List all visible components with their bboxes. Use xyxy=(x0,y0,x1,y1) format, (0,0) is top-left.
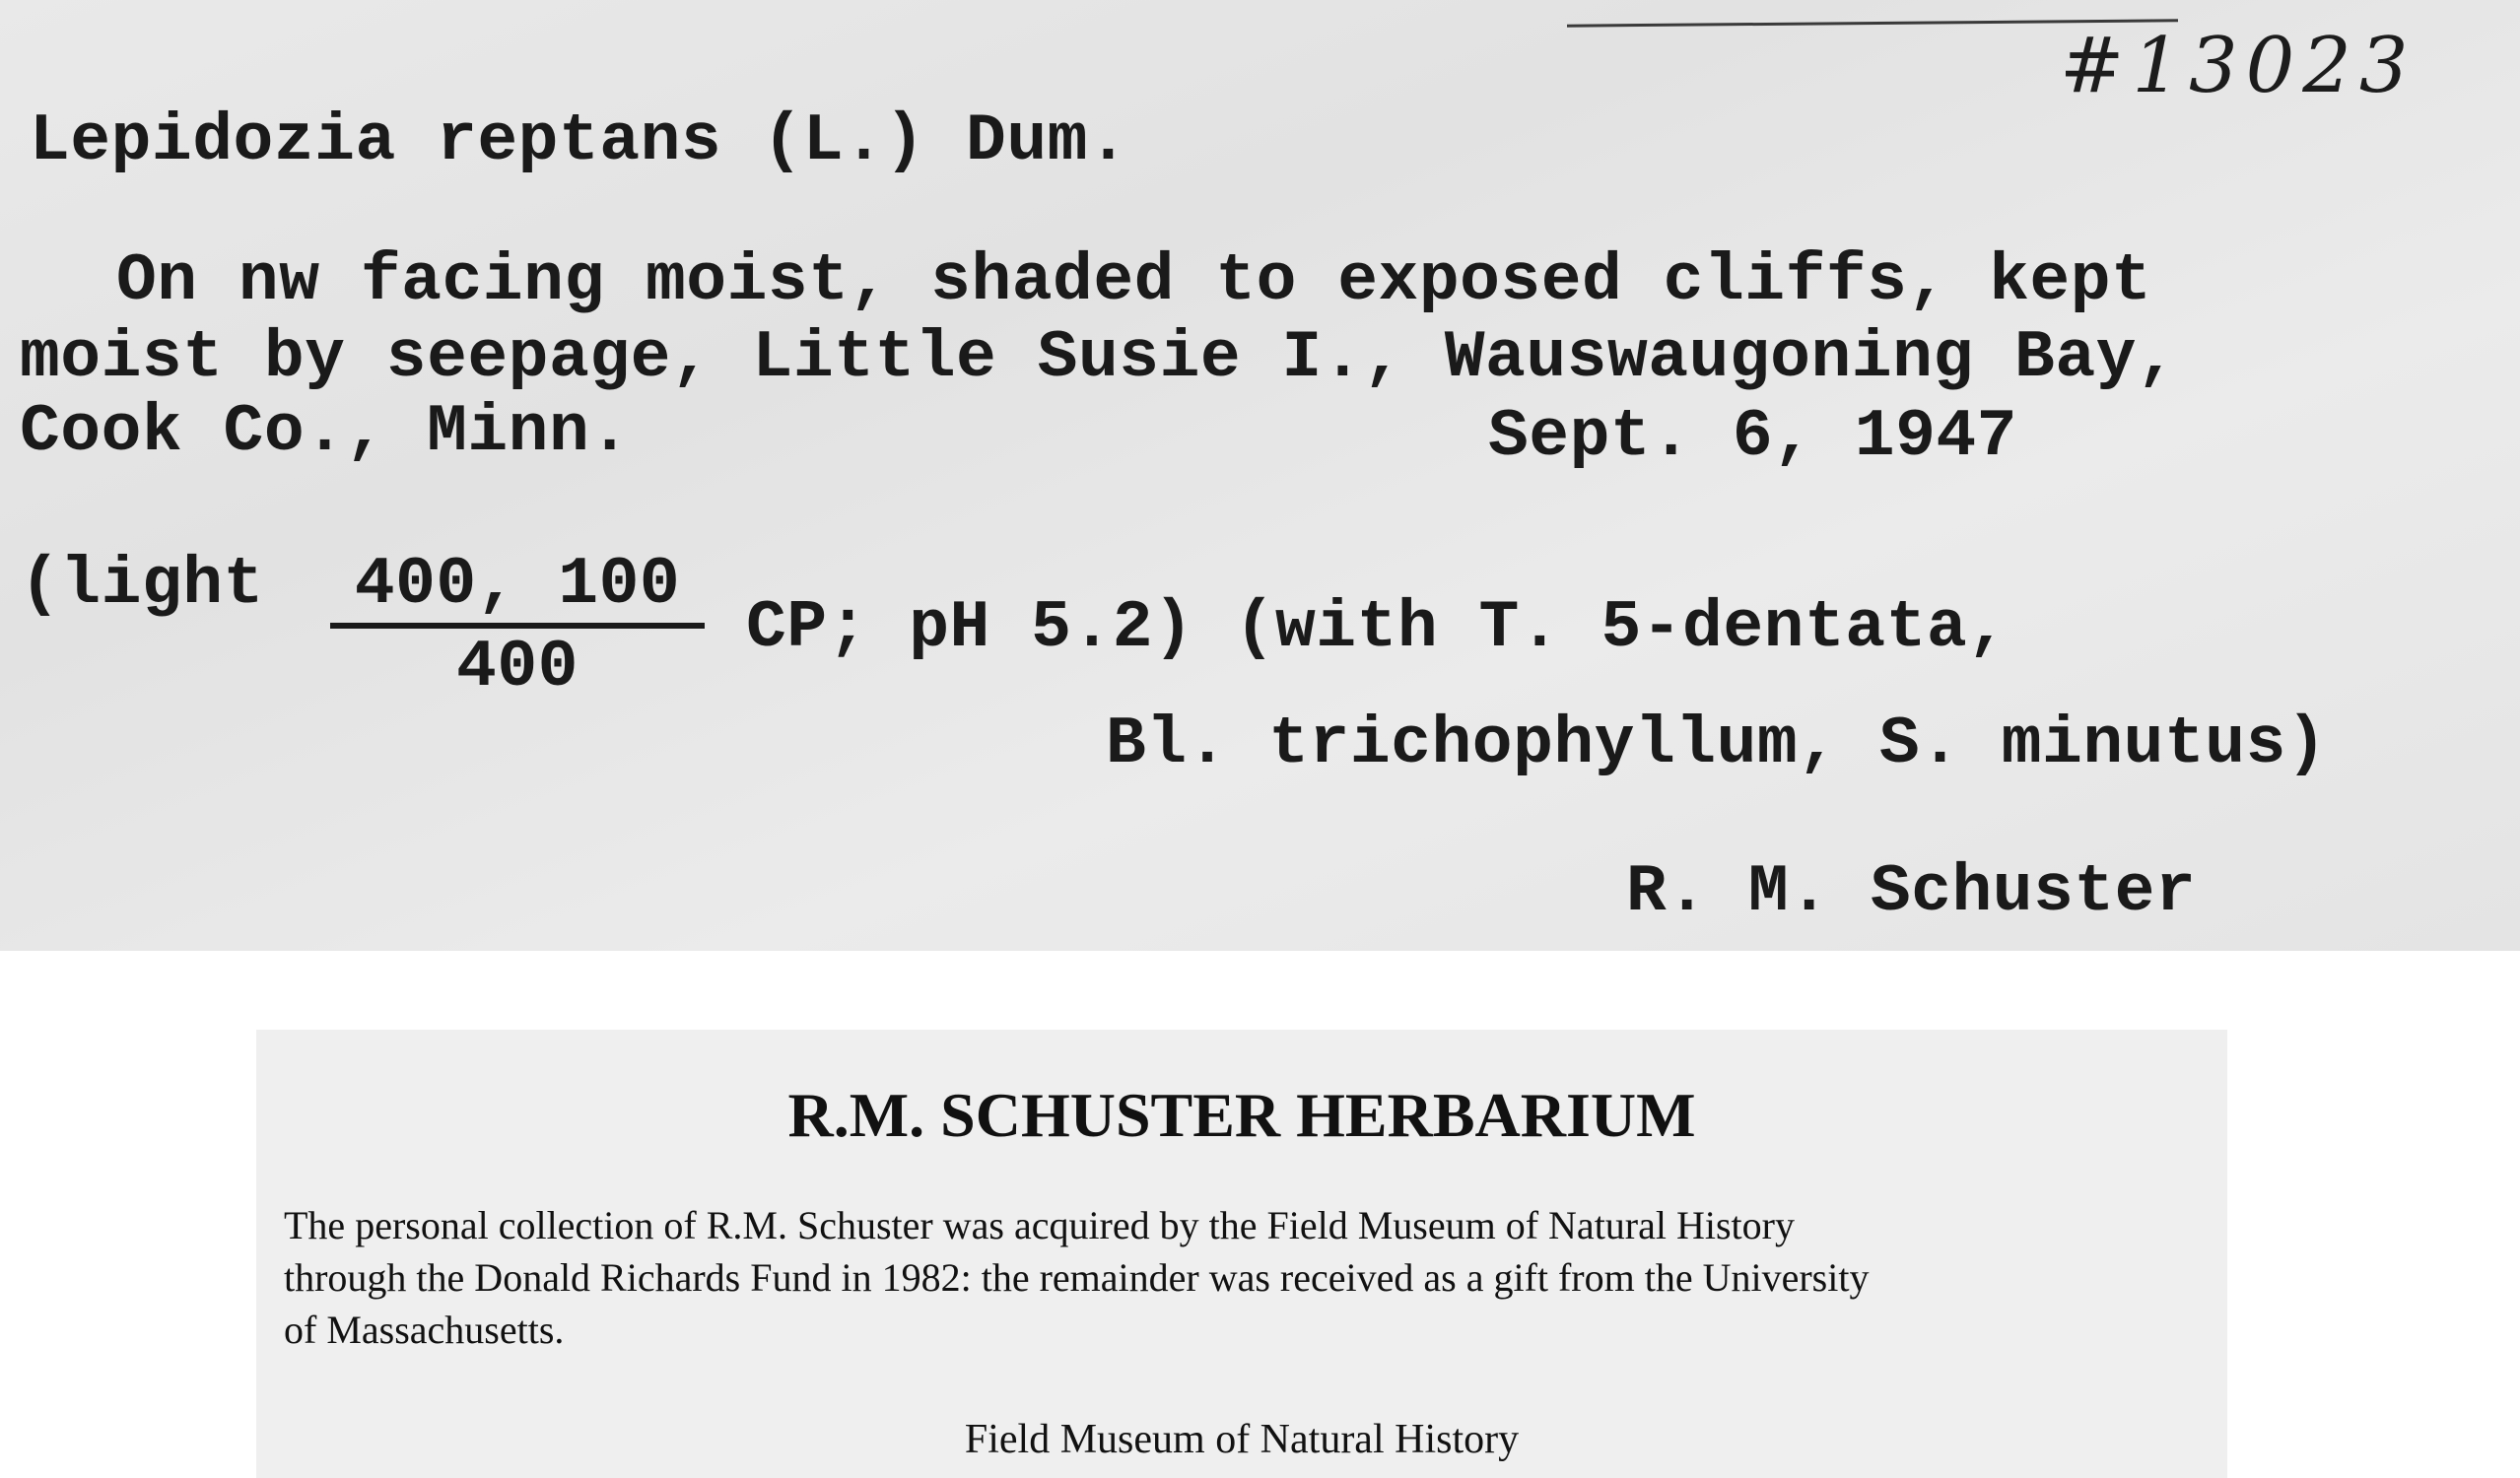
herbarium-title: R.M. SCHUSTER HERBARIUM xyxy=(787,1080,1696,1150)
associates-line: Bl. trichophyllum, S. minutus) xyxy=(1106,706,2328,782)
herbarium-label xyxy=(256,1030,2227,1478)
habitat-line-1: On nw facing moist, shaded to exposed cliffs, kept xyxy=(116,243,2152,319)
light-prefix: (light xyxy=(20,547,264,623)
herbarium-description-line-3: of Massachusetts. xyxy=(284,1308,565,1352)
light-fraction xyxy=(330,547,705,705)
light-suffix: CP; pH 5.2) (with T. 5-dentata, xyxy=(746,590,2009,666)
collection-number: #13023 xyxy=(2060,22,2417,110)
habitat-line-3: Cook Co., Minn. xyxy=(20,394,631,470)
collector-name: R. M. Schuster xyxy=(1626,854,2197,930)
habitat-line-2: moist by seepage, Little Susie I., Wauswaugoning Bay, xyxy=(20,320,2178,396)
herbarium-description xyxy=(284,1199,2156,1356)
taxon-name: Lepidozia reptans (L.) Dum. xyxy=(30,103,1129,179)
herbarium-footer: Field Museum of Natural History xyxy=(964,1417,1520,1462)
collection-date: Sept. 6, 1947 xyxy=(1488,399,2017,475)
light-numerator: 400, 100 xyxy=(354,547,681,623)
light-denominator: 400 xyxy=(456,630,579,705)
herbarium-description-line-2: through the Donald Richards Fund in 1982: the remainder was received as a gift from the University xyxy=(284,1255,1870,1300)
fraction-bar xyxy=(330,623,705,629)
herbarium-description-line-1: The personal collection of R.M. Schuster was acquired by the Field Museum of Natural History xyxy=(284,1203,1795,1247)
